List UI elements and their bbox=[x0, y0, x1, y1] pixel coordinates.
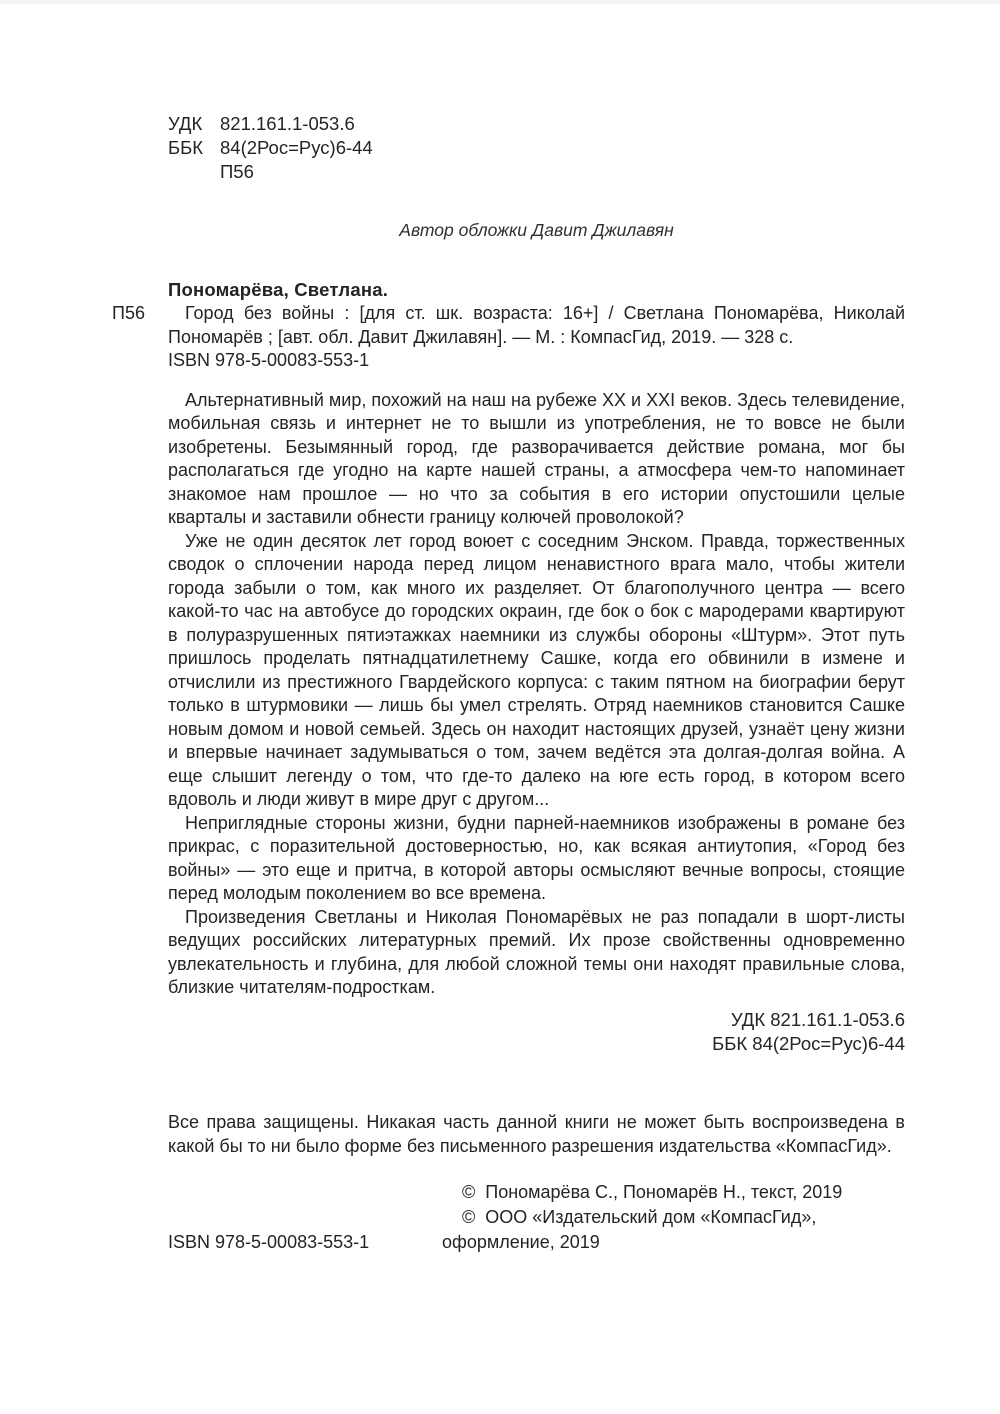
catalog-card bbox=[112, 278, 905, 373]
copyright-design-line: оформление, 2019 bbox=[442, 1231, 600, 1252]
annotation bbox=[168, 389, 905, 1000]
classification-codes-bottom bbox=[168, 1008, 905, 1056]
annotation-paragraph-3: Неприглядные стороны жизни, будни парней-наемников изображены в романе без прикрас, с поразительной достоверностью, но, как всякая антиутопия, «Город без войны» — это еще и притча, в которой авторы осмысляют вечные вопросы, стоящие перед молодым поколением во все времена. bbox=[168, 812, 905, 903]
copyright-lines bbox=[442, 1180, 905, 1255]
isbn-bottom: ISBN 978-5-00083-553-1 bbox=[168, 1231, 370, 1252]
rights-notice: Все права защищены. Никакая часть данной книги не может быть воспроизведена в какой бы то ни было форме без письменного разрешения издательства «КомпасГид». bbox=[168, 1111, 905, 1156]
annotation-paragraph-1: Альтернативный мир, похожий на наш на рубеже XX и XXI веков. Здесь телевидение, мобильная связь и интернет не то вышли из употребления, не то вовсе не были изобретены. Безымянный город, где разворачивается действие романа, мог бы располагаться где угодно на карте нашей страны, а атмосфера чем-то напоминает знакомое нам прошлое — но что за события в его истории опустошили целые кварталы и заставили обнести границу колючей проволокой? bbox=[168, 389, 905, 527]
page-content bbox=[112, 0, 905, 1255]
udk-label: УДК bbox=[168, 113, 203, 134]
annotation-paragraph-4: Произведения Светланы и Николая Пономарёвых не раз попадали в шорт-листы ведущих российских литературных премий. Их прозе свойственны одновременно увлекательность и глубина, для любой сложной темы они находят правильные слова, близкие читателям-подросткам. bbox=[168, 906, 905, 997]
udk-code-row bbox=[168, 112, 905, 136]
catalog-entry-wrap bbox=[112, 302, 905, 349]
copyright-text-line: © Пономарёва С., Пономарёв Н., текст, 2019 bbox=[462, 1181, 843, 1202]
catalog-entry-code: П56 bbox=[112, 303, 145, 323]
isbn-top: ISBN 978-5-00083-553-1 bbox=[168, 350, 370, 370]
catalog-author-heading: Пономарёва, Светлана. bbox=[168, 279, 389, 300]
udk-bottom: УДК 821.161.1-053.6 bbox=[730, 1008, 905, 1030]
annotation-paragraph-2: Уже не один десяток лет город воюет с соседним Энском. Правда, торжественных сводок о сплочении народа перед лицом ненавистного врага мало, чтобы жители города забыли о том, как много их разделяет. От благополучного центра — всего какой-то час на автобусе до городских окраин, где бок о бок с мародерами квартируют в полуразрушенных пятиэтажках наемники из службы обороны «Штурм». Этот путь пришлось проделать пятнадцатилетнему Сашке, когда его обвинили в измене и отчислили из престижного Гвардейского корпуса: с таким пятном на биографии берут только в штурмовики — лишь бы умел стрелять. Отряд наемников становится Сашке новым домом и новой семьей. Здесь он находит настоящих друзей, узнаёт цену жизни и впервые начинает задумываться о том, зачем ведётся эта долгая-долгая война. А еще слышит легенду о том, что где-то далеко на юге есть город, в котором всего вдоволь и люди живут в мире друг с другом... bbox=[168, 530, 905, 809]
udk-value: 821.161.1-053.6 bbox=[220, 113, 355, 134]
copyright-publisher-line: © ООО «Издательский дом «КомпасГид», bbox=[462, 1206, 817, 1227]
bbk-label: ББК bbox=[168, 137, 204, 158]
author-sign: П56 bbox=[220, 161, 254, 182]
catalog-entry: Город без войны : [для ст. шк. возраста: 16+] / Светлана Пономарёва, Николай Пономарёв ; [авт. обл. Давит Джилавян]. — М. : КомпасГид, 2019. — 328 с. bbox=[168, 303, 905, 347]
cover-author-note: Автор обложки Давит Джилавян bbox=[399, 220, 674, 240]
bbk-code-row bbox=[168, 136, 905, 160]
classification-codes-top bbox=[168, 112, 905, 184]
copyright-block bbox=[168, 1180, 905, 1255]
bbk-bottom: ББК 84(2Рос=Рус)6-44 bbox=[712, 1032, 905, 1054]
bbk-value: 84(2Рос=Рус)6-44 bbox=[220, 137, 373, 158]
